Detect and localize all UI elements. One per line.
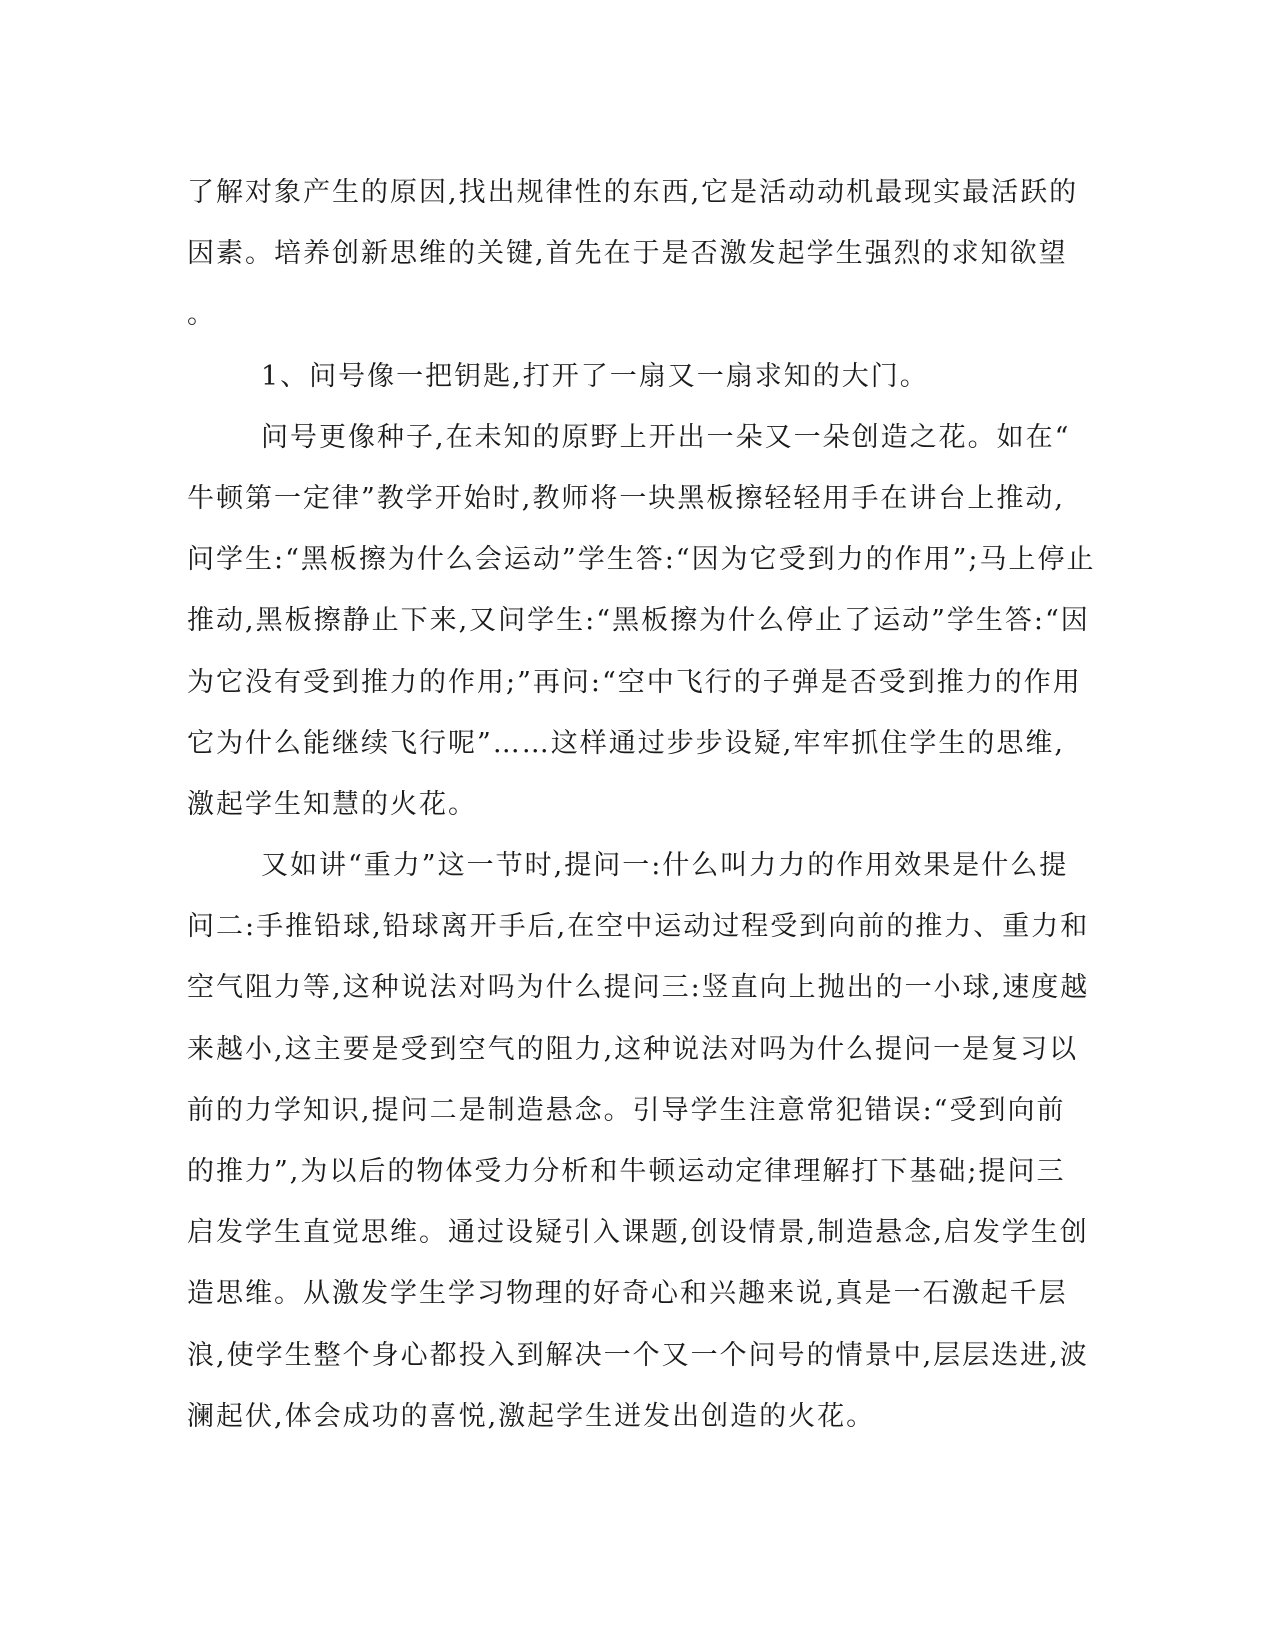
- text-line: 因素。培养创新思维的关键,首先在于是否激发起学生强烈的求知欲望: [187, 238, 1068, 270]
- text-line: 问学生:“黑板擦为什么会运动”学生答:“因为它受到力的作用”;马上停止: [187, 544, 1096, 576]
- body-text: [187, 162, 1096, 1447]
- text-line: 推动,黑板擦静止下来,又问学生:“黑板擦为什么停止了运动”学生答:“因: [187, 605, 1090, 637]
- text-line: 造思维。从激发学生学习物理的好奇心和兴趣来说,真是一石激起千层: [187, 1278, 1068, 1310]
- text-line: 牛顿第一定律”教学开始时,教师将一块黑板擦轻轻用手在讲台上推动,: [187, 482, 1065, 514]
- text-line: 又如讲“重力”这一节时,提问一:什么叫力力的作用效果是什么提: [261, 850, 1069, 882]
- text-line: 浪,使学生整个身心都投入到解决一个又一个问号的情景中,层层迭进,波: [187, 1339, 1089, 1371]
- text-line: 澜起伏,体会成功的喜悦,激起学生迸发出创造的火花。: [187, 1400, 876, 1432]
- text-line: 启发学生直觉思维。通过设疑引入课题,创设情景,制造悬念,启发学生创: [187, 1217, 1089, 1249]
- text-line: 。: [187, 299, 216, 331]
- text-line: 它为什么能继续飞行呢”……这样通过步步设疑,牢牢抓住学生的思维,: [187, 727, 1065, 759]
- text-line: 问二:手推铅球,铅球离开手后,在空中运动过程受到向前的推力、重力和: [187, 911, 1090, 943]
- text-line: 前的力学知识,提问二是制造悬念。引导学生注意常犯错误:“受到向前: [187, 1094, 1066, 1126]
- text-line: 1、问号像一把钥匙,打开了一扇又一扇求知的大门。: [261, 360, 929, 392]
- text-line: 激起学生知慧的火花。: [187, 788, 477, 820]
- text-line: 了解对象产生的原因,找出规律性的东西,它是活动动机最现实最活跃的: [187, 177, 1079, 208]
- text-line: 问号更像种子,在未知的原野上开出一朵又一朵创造之花。如在“: [261, 421, 1071, 453]
- text-line: 为它没有受到推力的作用;”再问:“空中飞行的子弹是否受到推力的作用: [187, 666, 1082, 698]
- text-line: 空气阻力等,这种说法对吗为什么提问三:竖直向上抛出的一小球,速度越: [187, 972, 1090, 1004]
- text-line: 的推力”,为以后的物体受力分析和牛顿运动定律理解打下基础;提问三: [187, 1156, 1066, 1187]
- text-line: 来越小,这主要是受到空气的阻力,这种说法对吗为什么提问一是复习以: [187, 1033, 1079, 1065]
